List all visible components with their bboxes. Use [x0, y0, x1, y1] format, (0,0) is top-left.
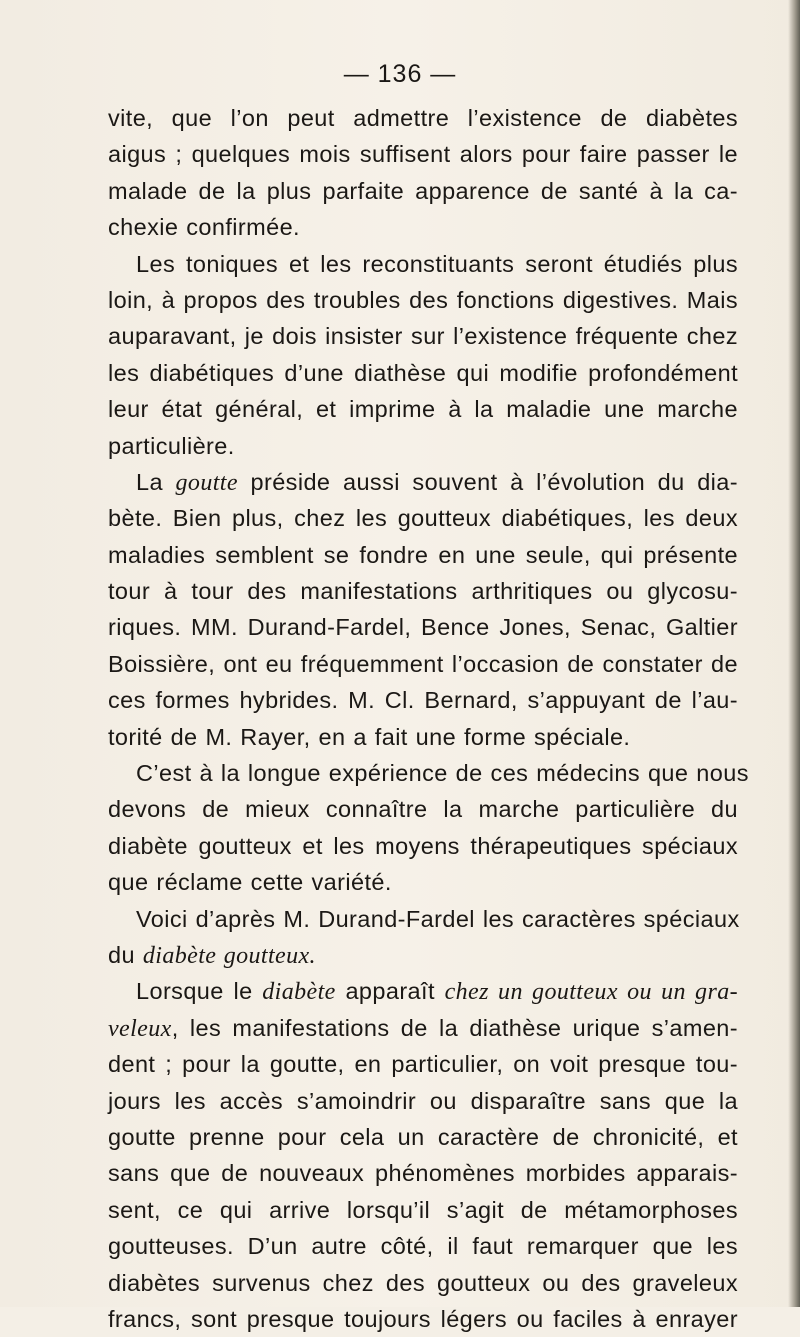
text-line: Voici d’après M. Durand-Fardel les caractères spéciaux	[136, 905, 740, 932]
text-line: malade de la plus parfaite apparence de santé à la ca-	[108, 177, 738, 204]
italic-text: diabète	[262, 979, 336, 1006]
text-span: Lorsque le	[136, 978, 263, 1005]
text-line: loin, à propos des troubles des fonctions digestives. Mais	[108, 286, 738, 313]
body-text	[108, 100, 749, 1337]
text-line: torité de M. Rayer, en a fait une forme spéciale.	[108, 723, 631, 750]
text-line: tour à tour des manifestations arthritiques ou glycosu-	[108, 578, 738, 605]
page-number: — 136 —	[343, 60, 457, 88]
text-line: goutte prenne pour cela un caractère de chronicité, et	[108, 1123, 738, 1150]
text-line: vite, que l’on peut admettre l’existence de diabètes	[108, 105, 738, 131]
text-line: auparavant, je dois insister sur l’existence fréquente chez	[108, 323, 738, 350]
text-line: sent, ce qui arrive lorsqu’il s’agit de métamorphoses	[108, 1196, 738, 1223]
text-line: diabètes survenus chez des goutteux ou des graveleux	[108, 1269, 738, 1296]
text-line: leur état général, et imprime à la maladie une marche	[108, 396, 738, 423]
text-line: que réclame cette variété.	[108, 869, 392, 896]
italic-text: chez un goutteux ou un gra-	[444, 979, 738, 1006]
text-line	[108, 937, 738, 973]
italic-text: veleux	[108, 1015, 172, 1042]
text-line: les diabétiques d’une diathèse qui modifie profondément	[108, 359, 738, 386]
text-span: , les manifestations de la diathèse urique s’amen-	[171, 1014, 738, 1041]
text-span: apparaît	[335, 978, 445, 1005]
text-line: C’est à la longue expérience de ces médecins que nous	[136, 760, 749, 787]
page-edge-shadow	[788, 0, 800, 1307]
text-span: préside aussi souvent à l’évolution du dia-	[237, 468, 738, 495]
text-line: goutteuses. D’un autre côté, il faut remarquer que les	[108, 1233, 738, 1260]
text-line	[108, 464, 738, 500]
text-span: du	[108, 941, 143, 968]
text-line: maladies semblent se fondre en une seule, qui présente	[108, 541, 738, 568]
text-line: ces formes hybrides. M. Cl. Bernard, s’appuyant de l’au-	[108, 687, 738, 714]
text-line: francs, sont presque toujours légers ou faciles à enrayer	[108, 1305, 738, 1332]
text-line: bète. Bien plus, chez les goutteux diabétiques, les deux	[108, 505, 738, 532]
text-line	[108, 1010, 738, 1046]
text-span: La	[136, 468, 176, 495]
text-line: aigus ; quelques mois suffisent alors pour faire passer le	[108, 141, 738, 168]
text-line: chexie confirmée.	[108, 214, 300, 241]
text-line: sans que de nouveaux phénomènes morbides apparais-	[108, 1160, 738, 1187]
text-line	[108, 973, 738, 1009]
text-line: diabète goutteux et les moyens thérapeutiques spéciaux	[108, 832, 738, 859]
italic-text: diabète goutteux.	[142, 942, 316, 969]
text-line: devons de mieux connaître la marche particulière du	[108, 796, 738, 823]
italic-text: goutte	[175, 469, 238, 496]
text-line: particulière.	[108, 432, 235, 459]
text-line: riques. MM. Durand-Fardel, Bence Jones, Senac, Galtier	[108, 614, 738, 641]
text-line: dent ; pour la goutte, en particulier, on voit presque tou-	[108, 1051, 738, 1078]
text-line: Boissière, ont eu fréquemment l’occasion de constater de	[108, 650, 738, 677]
text-line: jours les accès s’amoindrir ou disparaître sans que la	[108, 1087, 738, 1114]
text-line: Les toniques et les reconstituants seront étudiés plus	[136, 250, 738, 277]
